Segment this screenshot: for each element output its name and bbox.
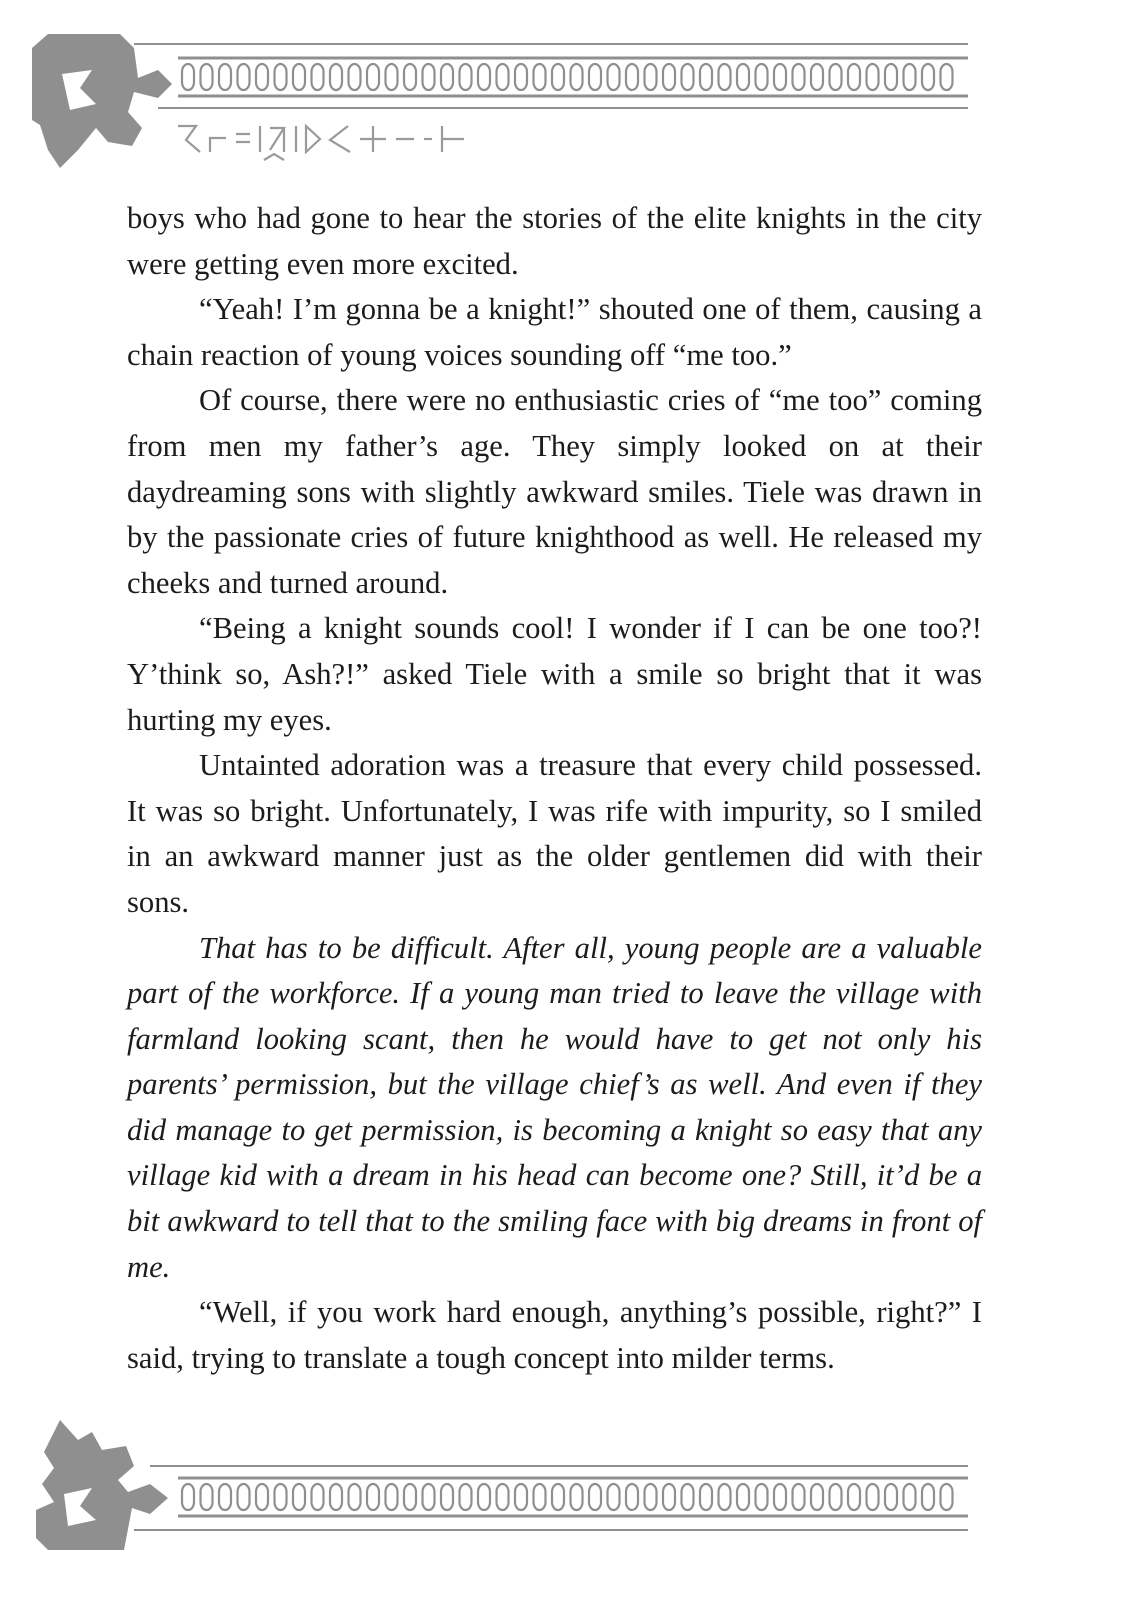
chain-link <box>404 1484 416 1510</box>
paragraph-5: Untainted adoration was a treasure that every child possessed. It was so bright. Unfortunately, I was rife with impurity, so I smiled in an awkward manner just as the older gentlemen did with their sons. <box>127 748 982 919</box>
chain-link <box>571 1484 583 1510</box>
chain-link <box>571 64 583 90</box>
chain-link <box>885 64 897 90</box>
chain-link <box>589 64 601 90</box>
chain-link <box>367 64 379 90</box>
chain-link <box>941 64 953 90</box>
chain-link <box>201 64 213 90</box>
chain-link <box>386 1484 398 1510</box>
chain-link <box>312 64 324 90</box>
chain-link <box>830 64 842 90</box>
paragraph-4: “Being a knight sounds cool! I wonder if I can be one too?! Y’think so, Ash?!” asked Tiele with a smile so bright that it was hurting my eyes. <box>127 611 982 737</box>
chain-link <box>756 1484 768 1510</box>
chain-link <box>663 1484 675 1510</box>
chain-link <box>737 1484 749 1510</box>
chain-link <box>349 1484 361 1510</box>
chain-link <box>182 64 194 90</box>
chain-link <box>478 64 490 90</box>
chain-link <box>312 1484 324 1510</box>
chain-link <box>460 1484 472 1510</box>
chain-link <box>349 64 361 90</box>
rune-title-text: ᚱᛒ=ᛁᛈᛁᚦ ᚲᛏ––ᛁ– <box>980 0 988 1</box>
chain-link <box>552 64 564 90</box>
paragraph-2: “Yeah! I’m gonna be a knight!” shouted one of them, causing a chain reaction of young voices sounding off “me too.” <box>127 292 982 372</box>
corner-emblem-icon <box>32 34 172 168</box>
paragraph-7: “Well, if you work hard enough, anything’s possible, right?” I said, trying to translate a tough concept into milder terms. <box>127 1295 982 1375</box>
chain-link <box>386 64 398 90</box>
chain-link <box>793 64 805 90</box>
chain-link <box>460 64 472 90</box>
chain-link <box>534 64 546 90</box>
chain-link <box>774 64 786 90</box>
chain-link <box>293 64 305 90</box>
chain-link <box>848 1484 860 1510</box>
chain-link <box>256 64 268 90</box>
chain-link <box>441 1484 453 1510</box>
chain-link <box>238 1484 250 1510</box>
chain-link <box>552 1484 564 1510</box>
chain-link <box>238 64 250 90</box>
chain-pattern <box>182 64 953 90</box>
chain-link <box>330 64 342 90</box>
chain-link <box>793 1484 805 1510</box>
chain-link <box>219 64 231 90</box>
paragraph-1: boys who had gone to hear the stories of the elite knights in the city were getting even more excited. <box>127 201 982 281</box>
chain-link <box>626 64 638 90</box>
chain-link <box>774 1484 786 1510</box>
chain-link <box>275 64 287 90</box>
chain-link <box>700 64 712 90</box>
chain-link <box>645 1484 657 1510</box>
chain-link <box>330 1484 342 1510</box>
chain-link <box>367 1484 379 1510</box>
chain-link <box>700 1484 712 1510</box>
chain-link <box>756 64 768 90</box>
chain-link <box>922 1484 934 1510</box>
chain-link <box>941 1484 953 1510</box>
chain-link <box>719 64 731 90</box>
footer-ornament <box>0 1410 1125 1590</box>
footer-ornament-graphic <box>0 1410 1125 1590</box>
chain-link <box>441 64 453 90</box>
page-body-text <box>127 196 982 1381</box>
chain-link <box>201 1484 213 1510</box>
chain-link <box>811 64 823 90</box>
chain-link <box>811 1484 823 1510</box>
paragraph-6: That has to be difficult. After all, young people are a valuable part of the workforce. If a young man tried to leave the village with farmland looking scant, then he would have to get not only his parents’ permission, but the village chief’s as well. And even if they did manage to get permission, is becoming a knight so easy that any village kid with a dream in his head can become one? Still, it’d be a bit awkward to tell that to the smiling face with big dreams in front of me. <box>127 930 982 1284</box>
chain-link <box>848 64 860 90</box>
rune-title-glyphs <box>178 126 464 160</box>
chain-link <box>867 1484 879 1510</box>
chain-link <box>663 64 675 90</box>
chain-link <box>904 1484 916 1510</box>
chain-link <box>182 1484 194 1510</box>
header-ornament <box>0 0 1125 190</box>
chain-link <box>682 1484 694 1510</box>
chain-link <box>608 64 620 90</box>
chain-link <box>515 1484 527 1510</box>
chain-link <box>423 64 435 90</box>
chain-link <box>719 1484 731 1510</box>
chain-link <box>515 64 527 90</box>
chain-link <box>423 1484 435 1510</box>
chain-link <box>737 64 749 90</box>
chain-link <box>256 1484 268 1510</box>
paragraph-3: Of course, there were no enthusiastic cries of “me too” coming from men my father’s age. They simply looked on at their daydreaming sons with slightly awkward smiles. Tiele was drawn in by the passionate cries of future knighthood as well. He released my cheeks and turned around. <box>127 383 982 600</box>
chain-link <box>478 1484 490 1510</box>
chain-link <box>293 1484 305 1510</box>
chain-link <box>867 64 879 90</box>
chain-link <box>497 1484 509 1510</box>
chain-link <box>830 1484 842 1510</box>
chain-link <box>885 1484 897 1510</box>
chain-link <box>404 64 416 90</box>
header-ornament-graphic <box>0 0 1125 190</box>
chain-link <box>534 1484 546 1510</box>
chain-pattern <box>182 1484 953 1510</box>
chain-link <box>645 64 657 90</box>
chain-link <box>904 64 916 90</box>
chain-link <box>589 1484 601 1510</box>
chain-link <box>682 64 694 90</box>
chain-link <box>219 1484 231 1510</box>
chain-link <box>275 1484 287 1510</box>
chain-link <box>608 1484 620 1510</box>
chain-link <box>497 64 509 90</box>
chain-link <box>922 64 934 90</box>
chain-link <box>626 1484 638 1510</box>
